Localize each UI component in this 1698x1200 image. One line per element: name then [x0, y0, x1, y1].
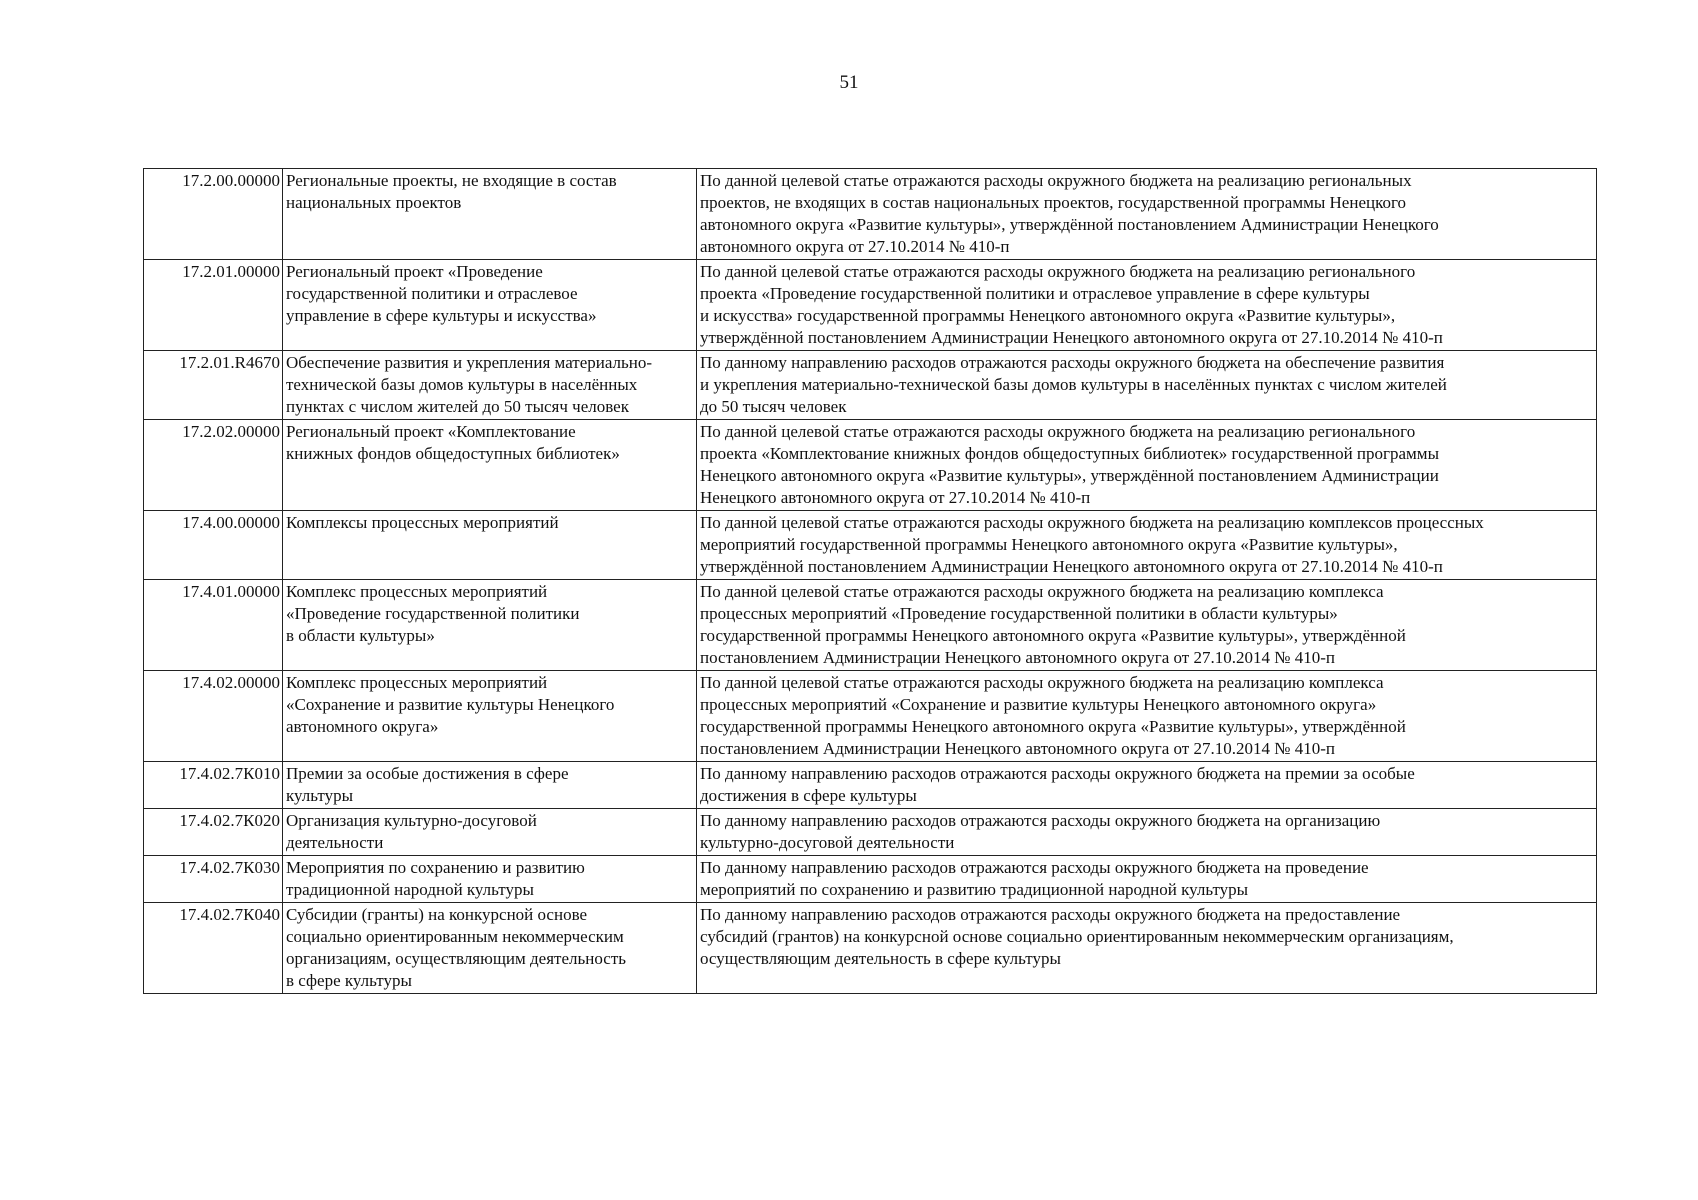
- table-row: [144, 809, 1597, 856]
- target-article-name: Региональные проекты, не входящие в состав национальных проектов: [283, 169, 697, 260]
- target-article-description: По данному направлению расходов отражаются расходы окружного бюджета на обеспечение развития и укрепления материально-технической базы домов культуры в населённых пунктах с числом жителей до 50 тысяч человек: [697, 351, 1597, 420]
- table-row: [144, 762, 1597, 809]
- table-row: [144, 169, 1597, 260]
- target-article-name: Региональный проект «Проведение государственной политики и отраслевое управление в сфере культуры и искусства»: [283, 260, 697, 351]
- target-article-name: Организация культурно-досуговой деятельности: [283, 809, 697, 856]
- table-row: [144, 420, 1597, 511]
- target-article-name: Субсидии (гранты) на конкурсной основе социально ориентированным некоммерческим организациям, осуществляющим деятельность в сфере культуры: [283, 903, 697, 994]
- target-article-code: 17.4.02.7К030: [144, 856, 283, 903]
- target-article-description: По данной целевой статье отражаются расходы окружного бюджета на реализацию комплекса процессных мероприятий «Сохранение и развитие культуры Ненецкого автономного округа» государственной программы Ненецкого автономного округа «Развитие культуры», утверждённой постановлением Администрации Ненецкого автономного округа от 27.10.2014 № 410-п: [697, 671, 1597, 762]
- target-article-code: 17.4.02.7К010: [144, 762, 283, 809]
- target-article-code: 17.2.01.00000: [144, 260, 283, 351]
- target-article-description: По данному направлению расходов отражаются расходы окружного бюджета на предоставление субсидий (грантов) на конкурсной основе социально ориентированным некоммерческим организациям, осуществляющим деятельность в сфере культуры: [697, 903, 1597, 994]
- target-article-code: 17.2.00.00000: [144, 169, 283, 260]
- target-article-description: По данной целевой статье отражаются расходы окружного бюджета на реализацию регионального проекта «Проведение государственной политики и отраслевое управление в сфере культуры и искусства» государственной программы Ненецкого автономного округа «Развитие культуры», утверждённой постановлением Администрации Ненецкого автономного округа от 27.10.2014 № 410-п: [697, 260, 1597, 351]
- table-row: [144, 903, 1597, 994]
- table-row: [144, 580, 1597, 671]
- table-row: [144, 511, 1597, 580]
- table-row: [144, 856, 1597, 903]
- target-article-name: Премии за особые достижения в сфере культуры: [283, 762, 697, 809]
- target-article-description: По данному направлению расходов отражаются расходы окружного бюджета на организацию культурно-досуговой деятельности: [697, 809, 1597, 856]
- target-article-code: 17.4.00.00000: [144, 511, 283, 580]
- target-article-code: 17.2.02.00000: [144, 420, 283, 511]
- budget-classification-table: [143, 168, 1597, 994]
- target-article-code: 17.4.02.7К040: [144, 903, 283, 994]
- target-article-description: По данной целевой статье отражаются расходы окружного бюджета на реализацию комплексов процессных мероприятий государственной программы Ненецкого автономного округа «Развитие культуры», утверждённой постановлением Администрации Ненецкого автономного округа от 27.10.2014 № 410-п: [697, 511, 1597, 580]
- target-article-description: По данной целевой статье отражаются расходы окружного бюджета на реализацию комплекса процессных мероприятий «Проведение государственной политики в области культуры» государственной программы Ненецкого автономного округа «Развитие культуры», утверждённой постановлением Администрации Ненецкого автономного округа от 27.10.2014 № 410-п: [697, 580, 1597, 671]
- target-article-code: 17.4.02.7К020: [144, 809, 283, 856]
- table-row: [144, 351, 1597, 420]
- target-article-description: По данной целевой статье отражаются расходы окружного бюджета на реализацию региональных проектов, не входящих в состав национальных проектов, государственной программы Ненецкого автономного округа «Развитие культуры», утверждённой постановлением Администрации Ненецкого автономного округа от 27.10.2014 № 410-п: [697, 169, 1597, 260]
- page-number: 51: [839, 72, 859, 93]
- target-article-name: Комплекс процессных мероприятий «Проведение государственной политики в области культуры»: [283, 580, 697, 671]
- target-article-name: Обеспечение развития и укрепления материально- технической базы домов культуры в населённых пунктах с числом жителей до 50 тысяч человек: [283, 351, 697, 420]
- target-article-description: По данному направлению расходов отражаются расходы окружного бюджета на проведение мероприятий по сохранению и развитию традиционной народной культуры: [697, 856, 1597, 903]
- target-article-name: Мероприятия по сохранению и развитию традиционной народной культуры: [283, 856, 697, 903]
- target-article-code: 17.4.01.00000: [144, 580, 283, 671]
- target-article-code: 17.4.02.00000: [144, 671, 283, 762]
- table-row: [144, 260, 1597, 351]
- target-article-name: Комплексы процессных мероприятий: [283, 511, 697, 580]
- table-row: [144, 671, 1597, 762]
- target-article-code: 17.2.01.R4670: [144, 351, 283, 420]
- target-article-name: Комплекс процессных мероприятий «Сохранение и развитие культуры Ненецкого автономного округа»: [283, 671, 697, 762]
- target-article-name: Региональный проект «Комплектование книжных фондов общедоступных библиотек»: [283, 420, 697, 511]
- target-article-description: По данной целевой статье отражаются расходы окружного бюджета на реализацию регионального проекта «Комплектование книжных фондов общедоступных библиотек» государственной программы Ненецкого автономного округа «Развитие культуры», утверждённой постановлением Администрации Ненецкого автономного округа от 27.10.2014 № 410-п: [697, 420, 1597, 511]
- target-article-description: По данному направлению расходов отражаются расходы окружного бюджета на премии за особые достижения в сфере культуры: [697, 762, 1597, 809]
